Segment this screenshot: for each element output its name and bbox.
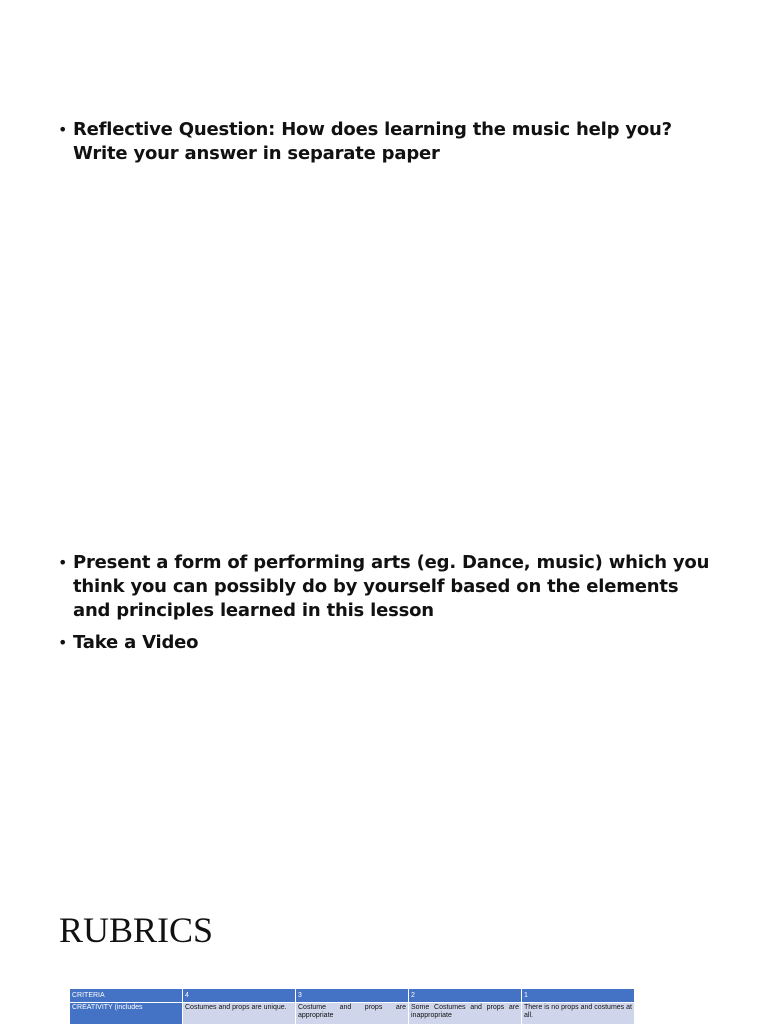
rubric-cell: Some Costumes and props are inappropriate <box>409 1003 522 1024</box>
rubrics-heading: RUBRICS <box>59 910 214 950</box>
bullet-icon: • <box>58 120 68 139</box>
header-score-2: 2 <box>409 989 522 1003</box>
bullet-icon: • <box>58 633 68 652</box>
bullet-text: Reflective Question: How does learning the music help you?Write your answer in separate paper <box>73 119 672 164</box>
rubric-row <box>70 1003 635 1024</box>
rubric-table <box>69 988 635 1024</box>
rubric-header-row <box>70 989 635 1003</box>
task-list <box>58 551 718 663</box>
bullet-item <box>58 118 718 166</box>
rubric-cell: There is no props and costumes at all. <box>522 1003 635 1024</box>
header-score-1: 1 <box>522 989 635 1003</box>
rubric-cell: Costume and props are appropriate <box>296 1003 409 1024</box>
bullet-item <box>58 551 718 623</box>
bullet-item <box>58 631 718 655</box>
bullet-icon: • <box>58 553 68 572</box>
bullet-text: Take a Video <box>73 632 199 653</box>
header-criteria: CRITERIA <box>70 989 183 1003</box>
criterion-cell: CREATIVITY (includes <box>70 1003 183 1024</box>
bullet-text: Present a form of performing arts (eg. Dance, music) which you think you can possibly do by yourself based on the elements and principles learned in this lesson <box>73 552 710 621</box>
reflective-question-list <box>58 118 718 174</box>
rubric-cell: Costumes and props are unique. <box>183 1003 296 1024</box>
header-score-3: 3 <box>296 989 409 1003</box>
header-score-4: 4 <box>183 989 296 1003</box>
